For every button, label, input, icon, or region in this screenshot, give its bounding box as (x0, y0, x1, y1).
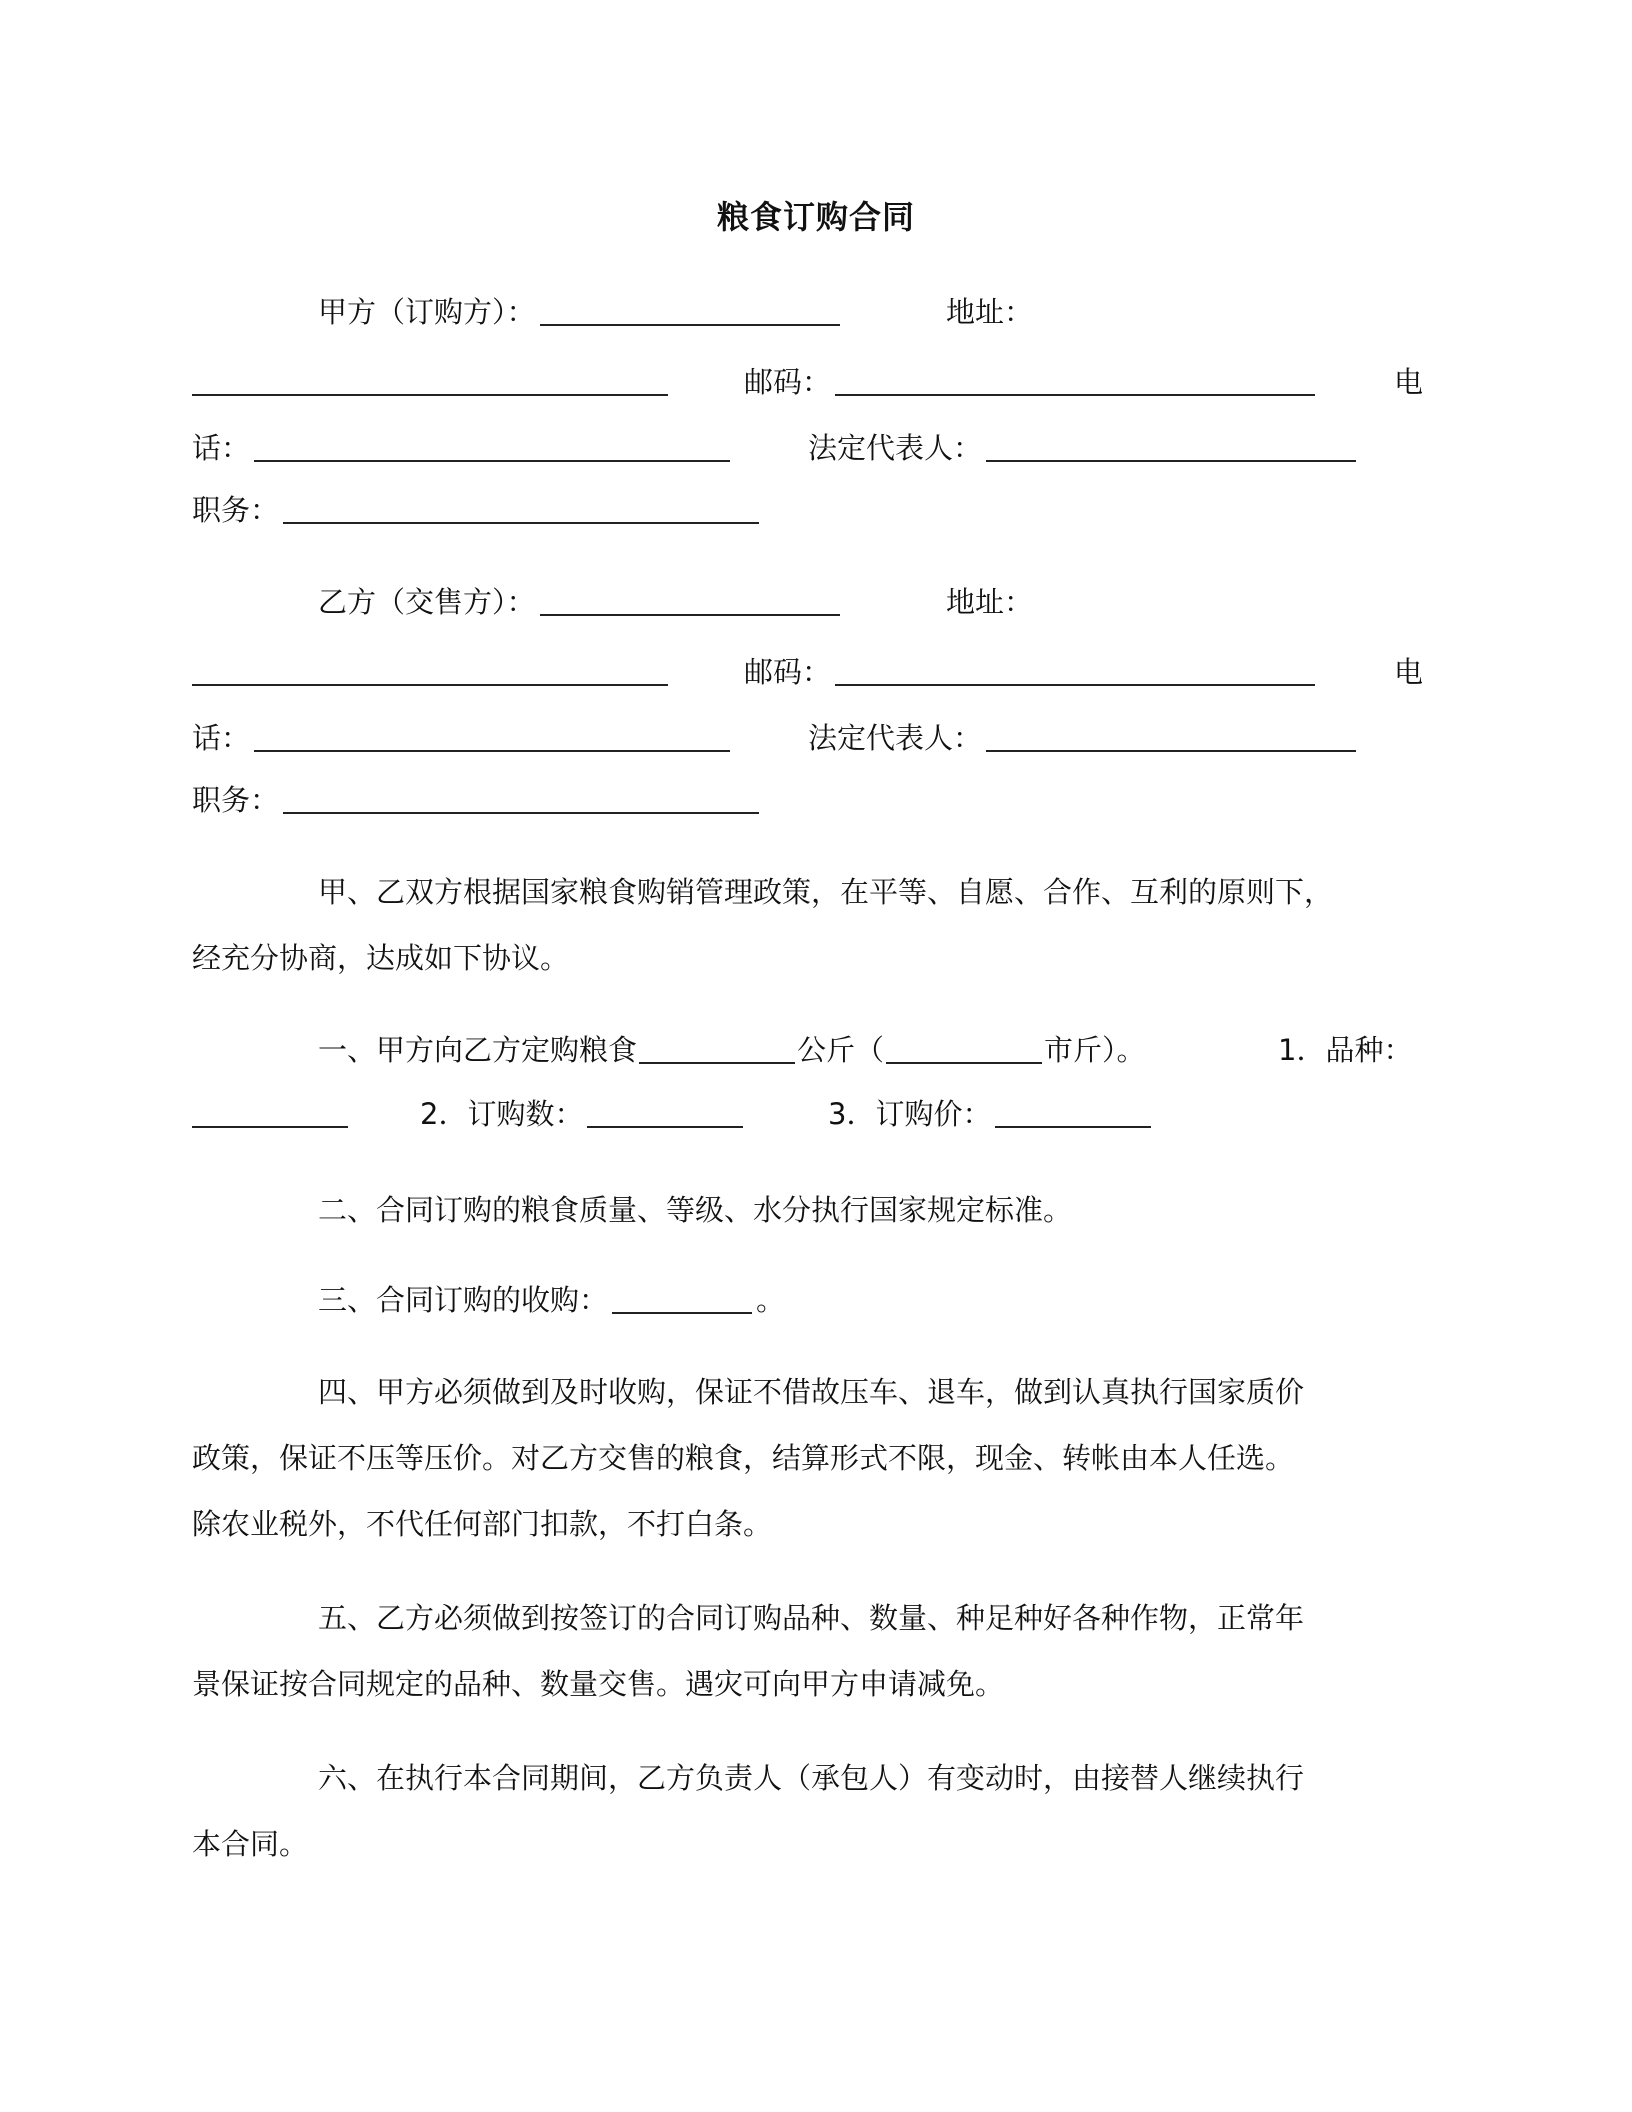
clause-5-line-2: 景保证按合同规定的品种、数量交售。遇灾可向甲方申请减免。 (192, 1667, 1005, 1701)
party-b-phone-line (192, 718, 734, 758)
party-a-phone-blank[interactable] (254, 430, 730, 462)
preamble-line-2: 经充分协商，达成如下协议。 (192, 941, 570, 975)
clause-4-line-3: 除农业税外，不代任何部门扣款，不打白条。 (192, 1507, 773, 1541)
clause-1-line-1 (318, 1030, 1146, 1070)
clause-1-part-3: 市斤）。 (1044, 1033, 1146, 1067)
party-b-name-blank[interactable] (540, 584, 840, 616)
party-b-postcode-line (744, 652, 1319, 692)
clause-1-quantity-line (420, 1094, 747, 1134)
party-a-phone-line (192, 428, 734, 468)
variety-blank[interactable] (192, 1096, 348, 1128)
party-b-line (318, 582, 844, 622)
party-b-legal-rep-line (808, 718, 1360, 758)
party-a-name-blank[interactable] (540, 294, 840, 326)
party-a-legal-rep-line (808, 428, 1360, 468)
clause-3-part-1: 三、合同订购的收购： (318, 1283, 609, 1317)
clause-5-line-1: 五、乙方必须做到按签订的合同订购品种、数量、种足种好各种作物，正常年 (318, 1601, 1305, 1635)
party-a-address-line (192, 362, 672, 402)
party-b-position-label: 职务： (192, 783, 280, 817)
clause-1-part-2: 公斤（ (797, 1033, 885, 1067)
preamble-line-1: 甲、乙双方根据国家粮食购销管理政策，在平等、自愿、合作、互利的原则下， (318, 875, 1334, 909)
clause-1-price-line (828, 1094, 1155, 1134)
party-a-address-blank[interactable] (192, 364, 668, 396)
party-b-postcode-label: 邮码： (744, 655, 832, 689)
party-a-postcode-line (744, 362, 1319, 402)
party-a-postcode-blank[interactable] (835, 364, 1315, 396)
party-b-phone-label-1: 电 (1394, 655, 1424, 689)
party-a-legal-rep-blank[interactable] (986, 430, 1356, 462)
party-b-label: 乙方（交售方）： (318, 585, 536, 619)
party-b-legal-rep-label: 法定代表人： (808, 721, 983, 755)
party-b-phone-blank[interactable] (254, 720, 730, 752)
clause-1-item-2-label: 2．订购数： (420, 1097, 584, 1131)
party-a-label: 甲方（订购方）： (318, 295, 536, 329)
party-a-position-blank[interactable] (283, 492, 759, 524)
clause-1-item-3-label: 3．订购价： (828, 1097, 992, 1131)
clause-3-line (318, 1280, 785, 1320)
document-title: 粮食订购合同 (716, 198, 915, 236)
clause-1-variety-line (192, 1094, 352, 1134)
price-blank[interactable] (995, 1096, 1151, 1128)
clause-6-line-1: 六、在执行本合同期间，乙方负责人（承包人）有变动时，由接替人继续执行 (318, 1761, 1305, 1795)
party-b-phone-label-2: 话： (192, 721, 251, 755)
party-a-position-label: 职务： (192, 493, 280, 527)
party-b-legal-rep-blank[interactable] (986, 720, 1356, 752)
jin-blank[interactable] (886, 1032, 1042, 1064)
clause-4-line-2: 政策，保证不压等压价。对乙方交售的粮食，结算形式不限，现金、转帐由本人任选。 (192, 1441, 1295, 1475)
clause-1-part-1: 一、甲方向乙方定购粮食 (318, 1033, 638, 1067)
purchase-blank[interactable] (612, 1282, 752, 1314)
party-a-line (318, 292, 844, 332)
quantity-blank[interactable] (587, 1096, 743, 1128)
party-b-address-line (192, 652, 672, 692)
party-b-position-line (192, 780, 763, 820)
clause-1-item-1-label: 1．品种： (1278, 1033, 1413, 1067)
clause-2: 二、合同订购的粮食质量、等级、水分执行国家规定标准。 (318, 1193, 1073, 1227)
party-a-phone-label-2: 话： (192, 431, 251, 465)
party-b-postcode-blank[interactable] (835, 654, 1315, 686)
clause-4-line-1: 四、甲方必须做到及时收购，保证不借故压车、退车，做到认真执行国家质价 (318, 1375, 1305, 1409)
party-a-phone-label-1: 电 (1394, 365, 1424, 399)
kilogram-blank[interactable] (639, 1032, 795, 1064)
party-a-legal-rep-label: 法定代表人： (808, 431, 983, 465)
party-b-address-blank[interactable] (192, 654, 668, 686)
party-b-position-blank[interactable] (283, 782, 759, 814)
party-b-address-label: 地址： (946, 585, 1034, 619)
clause-6-line-2: 本合同。 (192, 1827, 309, 1861)
party-a-position-line (192, 490, 763, 530)
party-a-postcode-label: 邮码： (744, 365, 832, 399)
clause-3-part-2: 。 (756, 1283, 786, 1317)
party-a-address-label: 地址： (946, 295, 1034, 329)
